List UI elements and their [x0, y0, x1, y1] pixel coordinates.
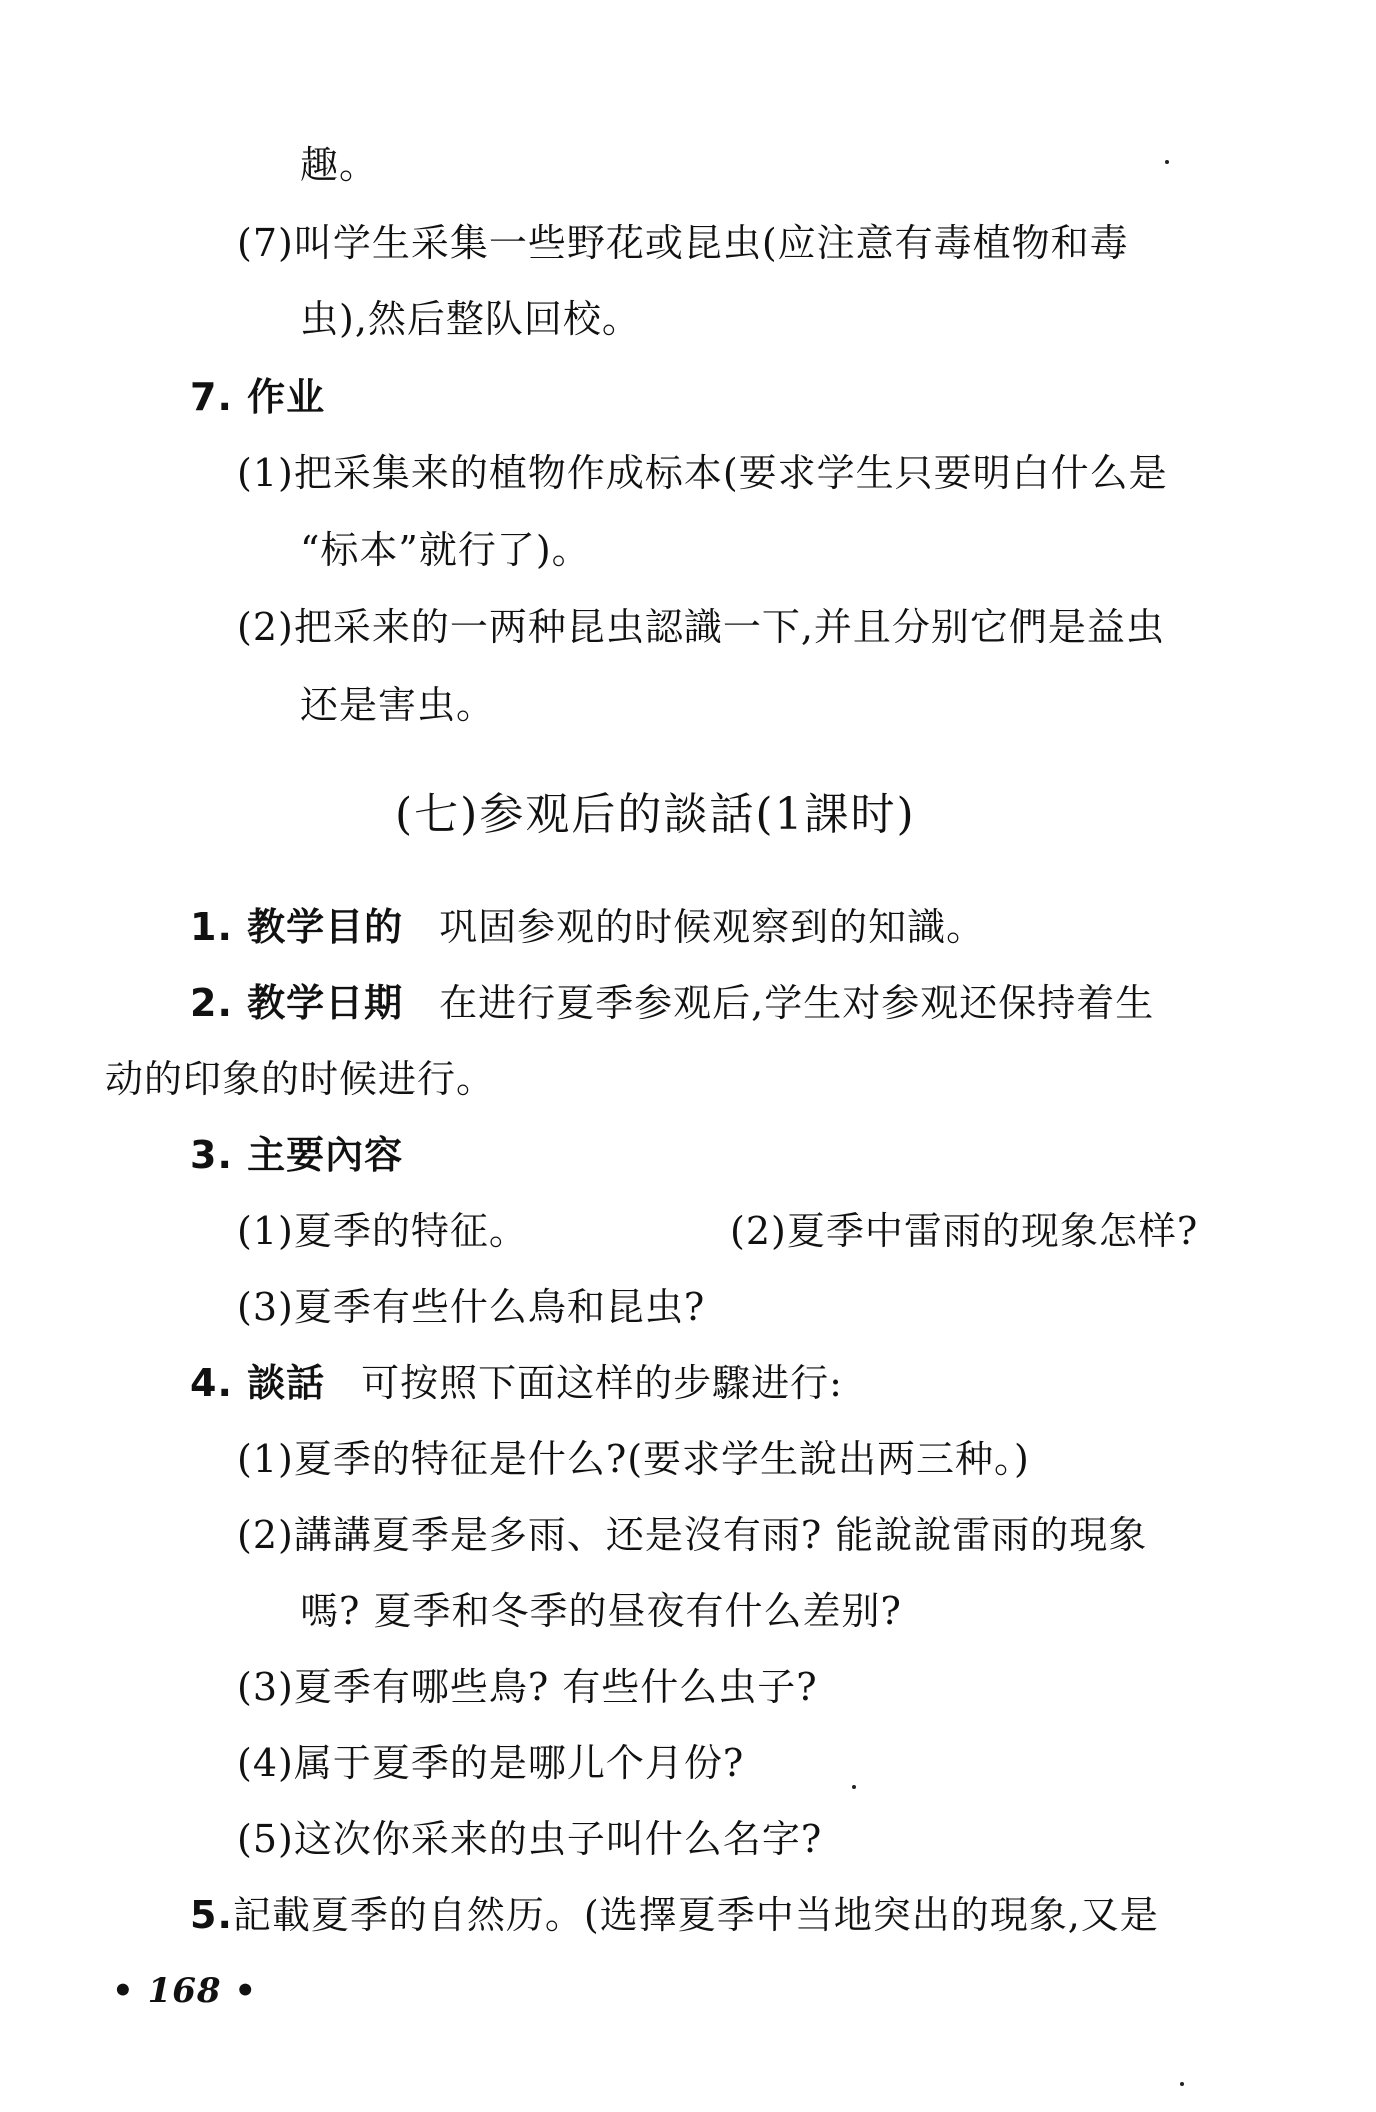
question-item: (1)夏季的特征是什么?(要求学生說出两三种。)	[237, 1437, 1030, 1481]
item-text: 可按照下面这样的步驟进行:	[361, 1361, 843, 1405]
question-item: (5)这次你采来的虫子叫什么名字?	[237, 1817, 823, 1861]
item-row	[190, 1890, 1159, 1940]
section-heading: (七)参观后的談話(1課时)	[395, 789, 916, 840]
item-heading: 7. 作业	[190, 375, 326, 419]
item-row	[190, 978, 1154, 1028]
question-item: (4)属于夏季的是哪儿个月份?	[237, 1741, 745, 1785]
item-text: 巩固参观的时候观察到的知識。	[439, 905, 986, 949]
speck	[852, 1785, 856, 1789]
question-item: (3)夏季有哪些鳥? 有些什么虫子?	[237, 1665, 818, 1709]
item-label: 2. 教学日期	[190, 981, 404, 1025]
text-line: 趣。	[300, 143, 379, 187]
content-item: (2)夏季中雷雨的现象怎样?	[730, 1209, 1199, 1253]
text-line: “标本”就行了)。	[300, 528, 591, 572]
content-item: (1)夏季的特征。	[237, 1209, 528, 1253]
text-line: 嗎? 夏季和冬季的昼夜有什么差别?	[300, 1589, 902, 1633]
item-heading: 3. 主要內容	[190, 1133, 404, 1177]
speck	[1165, 160, 1169, 164]
question-item: (2)講講夏季是多雨、还是沒有雨? 能說說雷雨的現象	[237, 1513, 1148, 1557]
speck	[1180, 2082, 1184, 2086]
text-line: 动的印象的时候进行。	[105, 1057, 496, 1101]
item-label: 1. 教学目的	[190, 905, 404, 949]
content-item: (3)夏季有些什么鳥和昆虫?	[237, 1285, 706, 1329]
text-line: (2)把采来的一两种昆虫認識一下,并且分别它們是益虫	[237, 605, 1165, 649]
item-text: 記載夏季的自然历。(选擇夏季中当地突出的現象,又是	[232, 1893, 1159, 1937]
item-row	[190, 1358, 843, 1408]
text-line: (1)把采集来的植物作成标本(要求学生只要明白什么是	[237, 451, 1168, 495]
item-row	[190, 902, 985, 952]
item-text: 在进行夏季参观后,学生对参观还保持着生	[439, 981, 1155, 1025]
page-number: • 168 •	[112, 1971, 258, 2011]
item-label: 4. 談話	[190, 1361, 326, 1405]
text-line: (7)叫学生采集一些野花或昆虫(应注意有毒植物和毒	[237, 221, 1129, 265]
text-line: 虫),然后整队回校。	[300, 297, 641, 341]
text-line: 还是害虫。	[300, 683, 496, 727]
item-label: 5.	[190, 1893, 233, 1937]
